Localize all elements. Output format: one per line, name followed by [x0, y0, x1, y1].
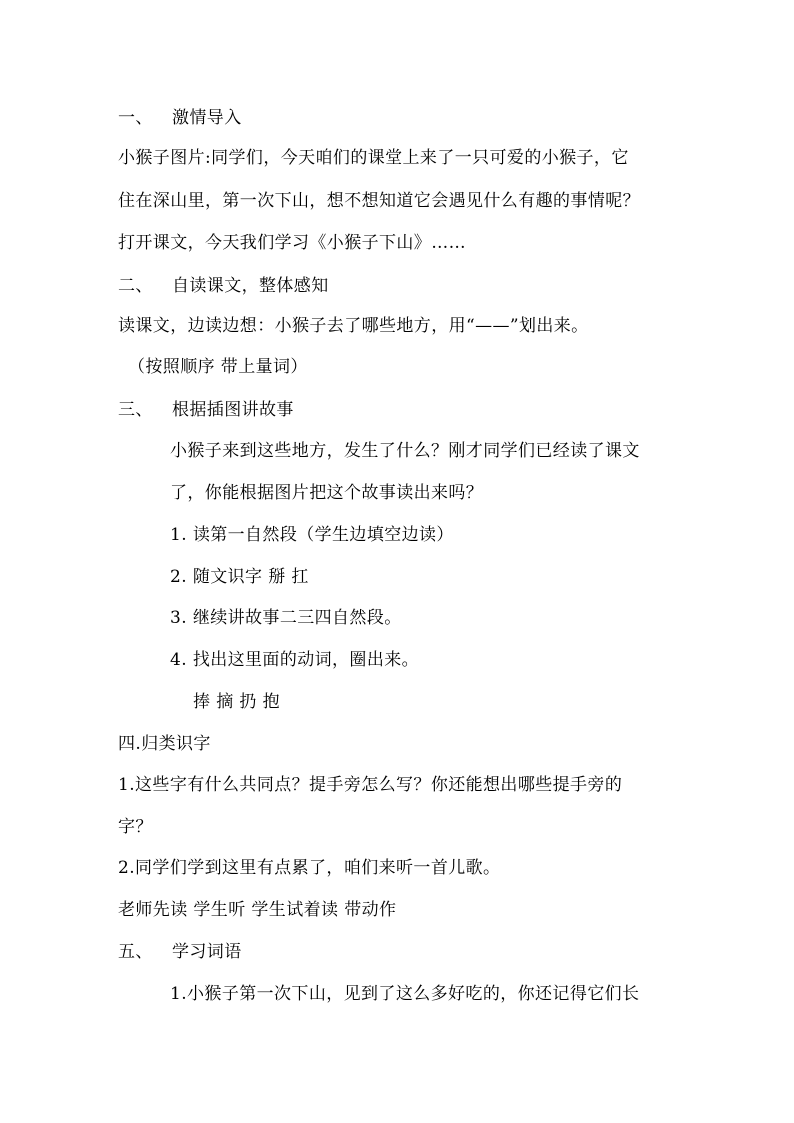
section-number: 五、	[118, 942, 153, 962]
list-item: 2. 随文识字 掰 扛	[170, 567, 309, 587]
list-item: 1.这些字有什么共同点？提手旁怎么写？你还能想出哪些提手旁的	[118, 775, 623, 795]
list-item: 4. 找出这里面的动词，圈出来。	[170, 650, 420, 670]
section-heading-4: 四.归类识字	[118, 734, 211, 754]
list-item: 3. 继续讲故事二三四自然段。	[170, 608, 402, 628]
paragraph-line: 了，你能根据图片把这个故事读出来吗？	[170, 483, 484, 503]
paragraph-line: 小猴子图片:同学们，今天咱们的课堂上来了一只可爱的小猴子，它	[118, 148, 629, 168]
paragraph-line: 老师先读 学生听 学生试着读 带动作	[118, 900, 397, 920]
section-heading-3	[118, 399, 294, 421]
section-number: 一、	[118, 108, 153, 128]
list-item: 字？	[118, 817, 153, 837]
section-title: 激情导入	[172, 108, 242, 128]
section-number: 三、	[118, 400, 153, 420]
section-number: 二、	[118, 276, 153, 296]
section-title: 自读课文，整体感知	[172, 276, 329, 296]
section-heading-2	[118, 275, 329, 297]
list-item: 1. 读第一自然段（学生边填空边读）	[170, 525, 454, 545]
section-title: 根据插图讲故事	[172, 400, 294, 420]
list-item: 2.同学们学到这里有点累了，咱们来听一首儿歌。	[118, 858, 501, 878]
section-heading-5	[118, 941, 242, 963]
paragraph-line: （按照顺序 带上量词）	[128, 357, 308, 377]
paragraph-line: 住在深山里，第一次下山，想不想知道它会遇见什么有趣的事情呢？	[118, 191, 640, 211]
list-item: 1.小猴子第一次下山，见到了这么多好吃的，你还记得它们长	[170, 984, 640, 1004]
paragraph-line: 打开课文，今天我们学习《小猴子下山》……	[118, 233, 466, 253]
section-heading-1	[118, 107, 242, 129]
paragraph-line: 小猴子来到这些地方，发生了什么？刚才同学们已经读了课文	[170, 441, 640, 461]
verb-list: 捧 摘 扔 抱	[193, 692, 281, 712]
paragraph-line: 读课文，边读边想：小猴子去了哪些地方，用“——”划出来。	[118, 316, 589, 336]
section-title: 学习词语	[172, 942, 242, 962]
